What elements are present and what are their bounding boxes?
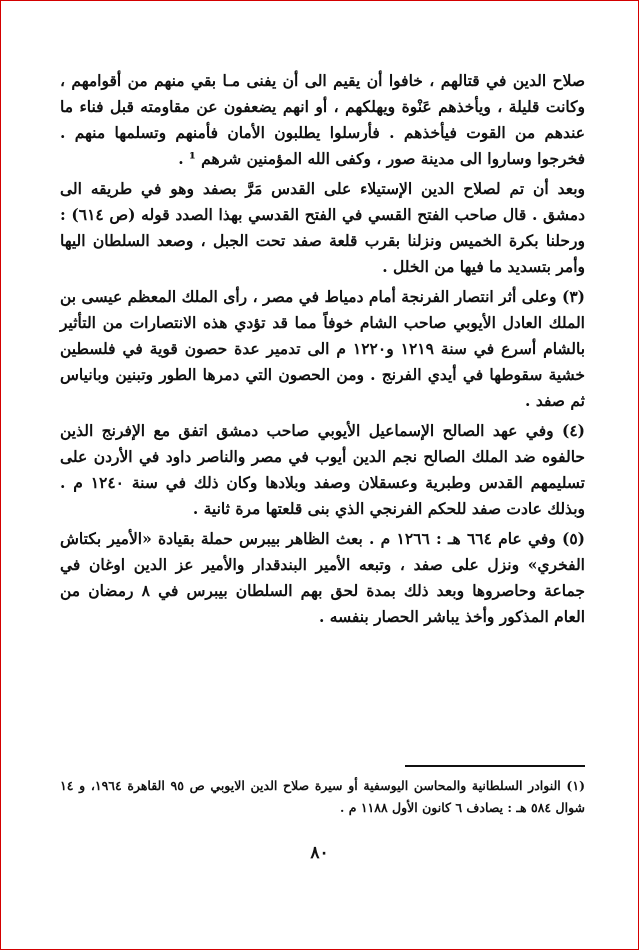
paragraph-4: (٤) وفي عهد الصالح الإسماعيل الأيوبي صاحب دمشق اتفق مع الإفرنج الذين حالفوه ضد الملك الصالح نجم الدين أيوب في مصر والناصر داود في الأردن على تسليمهم القدس وطبرية وعسقلان وصفد وبلادها وكان ذلك في سنة ١٢٤٠ م . وبذلك عادت صفد للحكم الفرنجي الذي بنى قلعتها مرة ثانية . <box>60 421 585 518</box>
paragraph-2: وبعد أن تم لصلاح الدين الإستيلاء على القدس مَرَّ بصفد وهو في طريقه الى دمشق . قال صاحب الفتح القسي في الفتح القدسي بهذا الصدد قوله (ص ٦١٤) : ورحلنا بكرة الخميس ونزلنا بقرب قلعة صفد تحت الجبل ، وصعد السلطان اليها وأمر بتسديد ما فيها من الخلل . <box>60 179 586 276</box>
paragraph-1: صلاح الدين في قتالهم ، خافوا أن يقيم الى أن يفنى مـا بقي منهم من أقوامهم ، وكانت قليلة ، ويأخذهم عَنْوة ويهلكهم ، أو انهم يضعفون عن مقاومته قبل فناء ما عندهم من القوت فيأخذهم . فأرسلوا يطلبون الأمان فأمنهم وتسلمها منهم . فخرجوا وساروا الى مدينة صور ، وكفى الله المؤمنين شرهم ¹ . <box>60 71 585 168</box>
paragraph-3: (٣) وعلى أثر انتصار الفرنجة أمام دمياط في مصر ، رأى الملك المعظم عيسى بن الملك العادل الأيوبي صاحب الشام خوفاً مما قد تؤدي هذه الانتصارات من التأثير بالشام أسرع في سنة ١٢١٩ و١٢٢٠ م الى تدمير عدة حصون قوية في فلسطين خشية سقوطها في أيدي الفرنج . ومن الحصون التي دمرها الطور وتبنين وبانياس ثم صفد . <box>60 287 586 410</box>
footnote-divider <box>405 765 585 767</box>
document-body <box>60 68 585 630</box>
paragraph-5: (٥) وفي عام ٦٦٤ هـ : ١٢٦٦ م . بعث الظاهر بيبرس حملة بقيادة «الأمير بكتاش الفخري» ونزل على صفد ، وتبعه الأمير البندقدار والأمير عز الدين اوغان في جماعة وحاصروها وبعد ذلك بمدة لحق بهم السلطان بيبرس في ٨ رمضان من العام المذكور وأخذ يباشر الحصار بنفسه . <box>60 529 585 626</box>
page-number: ٨٠ <box>310 843 329 863</box>
footnote: (١) النوادر السلطانية والمحاسن اليوسفية أو سيرة صلاح الدين الايوبي ص ٩٥ القاهرة ١٩٦٤، و ١٤ شوال ٥٨٤ هـ : يصادف ٦ كانون الأول ١١٨٨ م . <box>60 778 585 815</box>
